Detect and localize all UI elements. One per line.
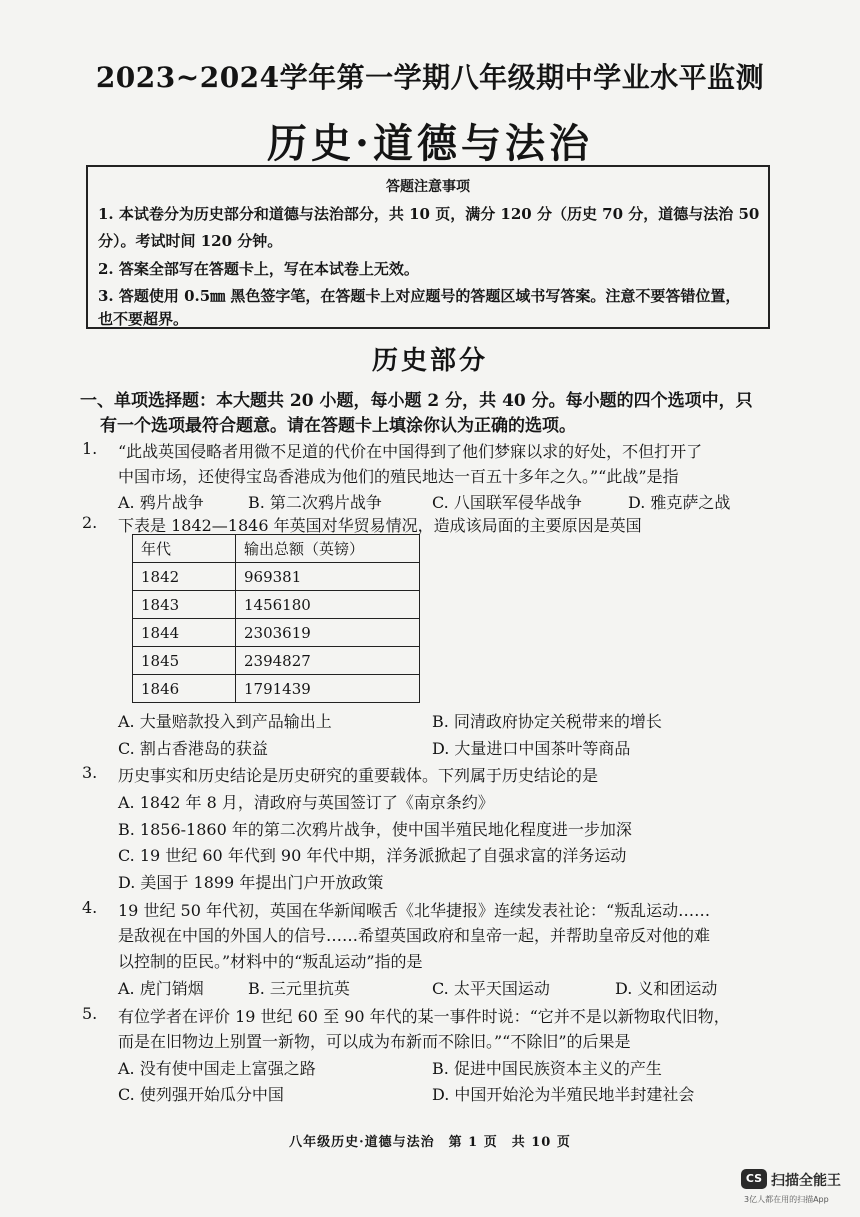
question-stem: 是敌视在中国的外国人的信号……希望英国政府和皇帝一起，并帮助皇帝反对他的难 [118,926,711,945]
question-stem: 而是在旧物边上别置一新物，可以成为布新而不除旧。”“不除旧”的后果是 [118,1032,631,1051]
question-stem: 中国市场，还使得宝岛香港成为他们的殖民地达一百五十多年之久。”“此战”是指 [118,467,679,486]
question-stem: 以控制的臣民。”材料中的“叛乱运动”指的是 [118,952,423,971]
table-row [133,647,420,675]
option-c: C. 19 世纪 60 年代到 90 年代中期，洋务派掀起了自强求富的洋务运动 [118,846,627,865]
table-row [133,563,420,591]
table-header-row [133,535,420,563]
table-cell: 1844 [133,619,236,647]
table-header-cell: 年代 [133,535,236,563]
part-intro-line: 有一个选项最符合题意。请在答题卡上填涂你认为正确的选项。 [100,416,576,436]
question-number: 3. [82,763,98,782]
question-stem: 19 世纪 50 年代初，英国在华新闻喉舌《北华捷报》连续发表社论：“叛乱运动…… [118,901,711,920]
question-number: 2. [82,513,98,532]
question-stem: “此战英国侵略者用微不足道的代价在中国得到了他们梦寐以求的好处，不但打开了 [118,442,703,461]
question-stem: 有位学者在评价 19 世纪 60 至 90 年代的某一事件时说：“它并不是以新物取代旧物， [118,1007,730,1026]
option-c: C. 八国联军侵华战争 [432,493,582,512]
notice-line: 1. 本试卷分为历史部分和道德与法治部分，共 10 页，满分 120 分（历史 70 分，道德与法治 50 [98,205,760,223]
option-c: C. 使列强开始瓜分中国 [118,1085,284,1104]
table-header-cell: 输出总额（英镑） [236,535,420,563]
table-cell: 969381 [236,563,420,591]
table-cell: 1791439 [236,675,420,703]
table-cell: 2303619 [236,619,420,647]
notice-line: 也不要超界。 [98,310,189,328]
option-a: A. 没有使中国走上富强之路 [118,1059,316,1078]
part-intro-line: 一、单项选择题：本大题共 20 小题，每小题 2 分，共 40 分。每小题的四个选项中，只 [80,391,753,411]
question-number: 1. [82,439,98,458]
table-row [133,619,420,647]
notice-line: 分）。考试时间 120 分钟。 [98,232,283,250]
table-row [133,591,420,619]
page-footer: 八年级历史·道德与法治 第 1 页 共 10 页 [289,1135,571,1150]
option-a: A. 大量赔款投入到产品输出上 [118,712,332,731]
notice-box [86,165,770,329]
notice-line: 3. 答题使用 0.5㎜ 黑色签字笔，在答题卡上对应题号的答题区域书写答案。注意不要答错位置， [98,287,741,305]
section-title: 历史部分 [371,346,488,376]
table-row [133,675,420,703]
table-cell: 2394827 [236,647,420,675]
option-b: B. 1856-1860 年的第二次鸦片战争，使中国半殖民地化程度进一步加深 [118,820,632,839]
table-cell: 1845 [133,647,236,675]
table-cell: 1843 [133,591,236,619]
table-cell: 1842 [133,563,236,591]
notice-heading: 答题注意事项 [386,179,470,195]
option-d: D. 中国开始沦为半殖民地半封建社会 [432,1085,695,1104]
notice-line: 2. 答案全部写在答题卡上，写在本试卷上无效。 [98,260,419,278]
option-b: B. 三元里抗英 [248,979,350,998]
question-stem: 历史事实和历史结论是历史研究的重要载体。下列属于历史结论的是 [118,766,599,785]
watermark-name: 扫描全能王 [771,1173,841,1189]
table-cell: 1456180 [236,591,420,619]
watermark-tagline: 3亿人都在用的扫描App [744,1195,829,1204]
question-number: 4. [82,898,98,917]
option-d: D. 美国于 1899 年提出门户开放政策 [118,873,384,892]
subject-title: 历史·道德与法治 [267,120,593,167]
option-d: D. 大量进口中国茶叶等商品 [432,739,631,758]
option-a: A. 1842 年 8 月，清政府与英国签订了《南京条约》 [118,793,494,812]
table-cell: 1846 [133,675,236,703]
option-a: A. 虎门销烟 [118,979,204,998]
option-b: B. 促进中国民族资本主义的产生 [432,1059,662,1078]
option-d: D. 雅克萨之战 [628,493,731,512]
option-b: B. 第二次鸦片战争 [248,493,382,512]
option-c: C. 太平天国运动 [432,979,550,998]
option-c: C. 割占香港岛的获益 [118,739,268,758]
option-d: D. 义和团运动 [615,979,718,998]
trade-table [132,534,420,703]
question-stem: 下表是 1842—1846 年英国对华贸易情况，造成该局面的主要原因是英国 [118,516,642,535]
camscanner-logo-icon: CS [741,1169,767,1189]
exam-title: 2023~2024学年第一学期八年级期中学业水平监测 [95,61,765,94]
question-number: 5. [82,1004,98,1023]
option-b: B. 同清政府协定关税带来的增长 [432,712,662,731]
option-a: A. 鸦片战争 [118,493,204,512]
